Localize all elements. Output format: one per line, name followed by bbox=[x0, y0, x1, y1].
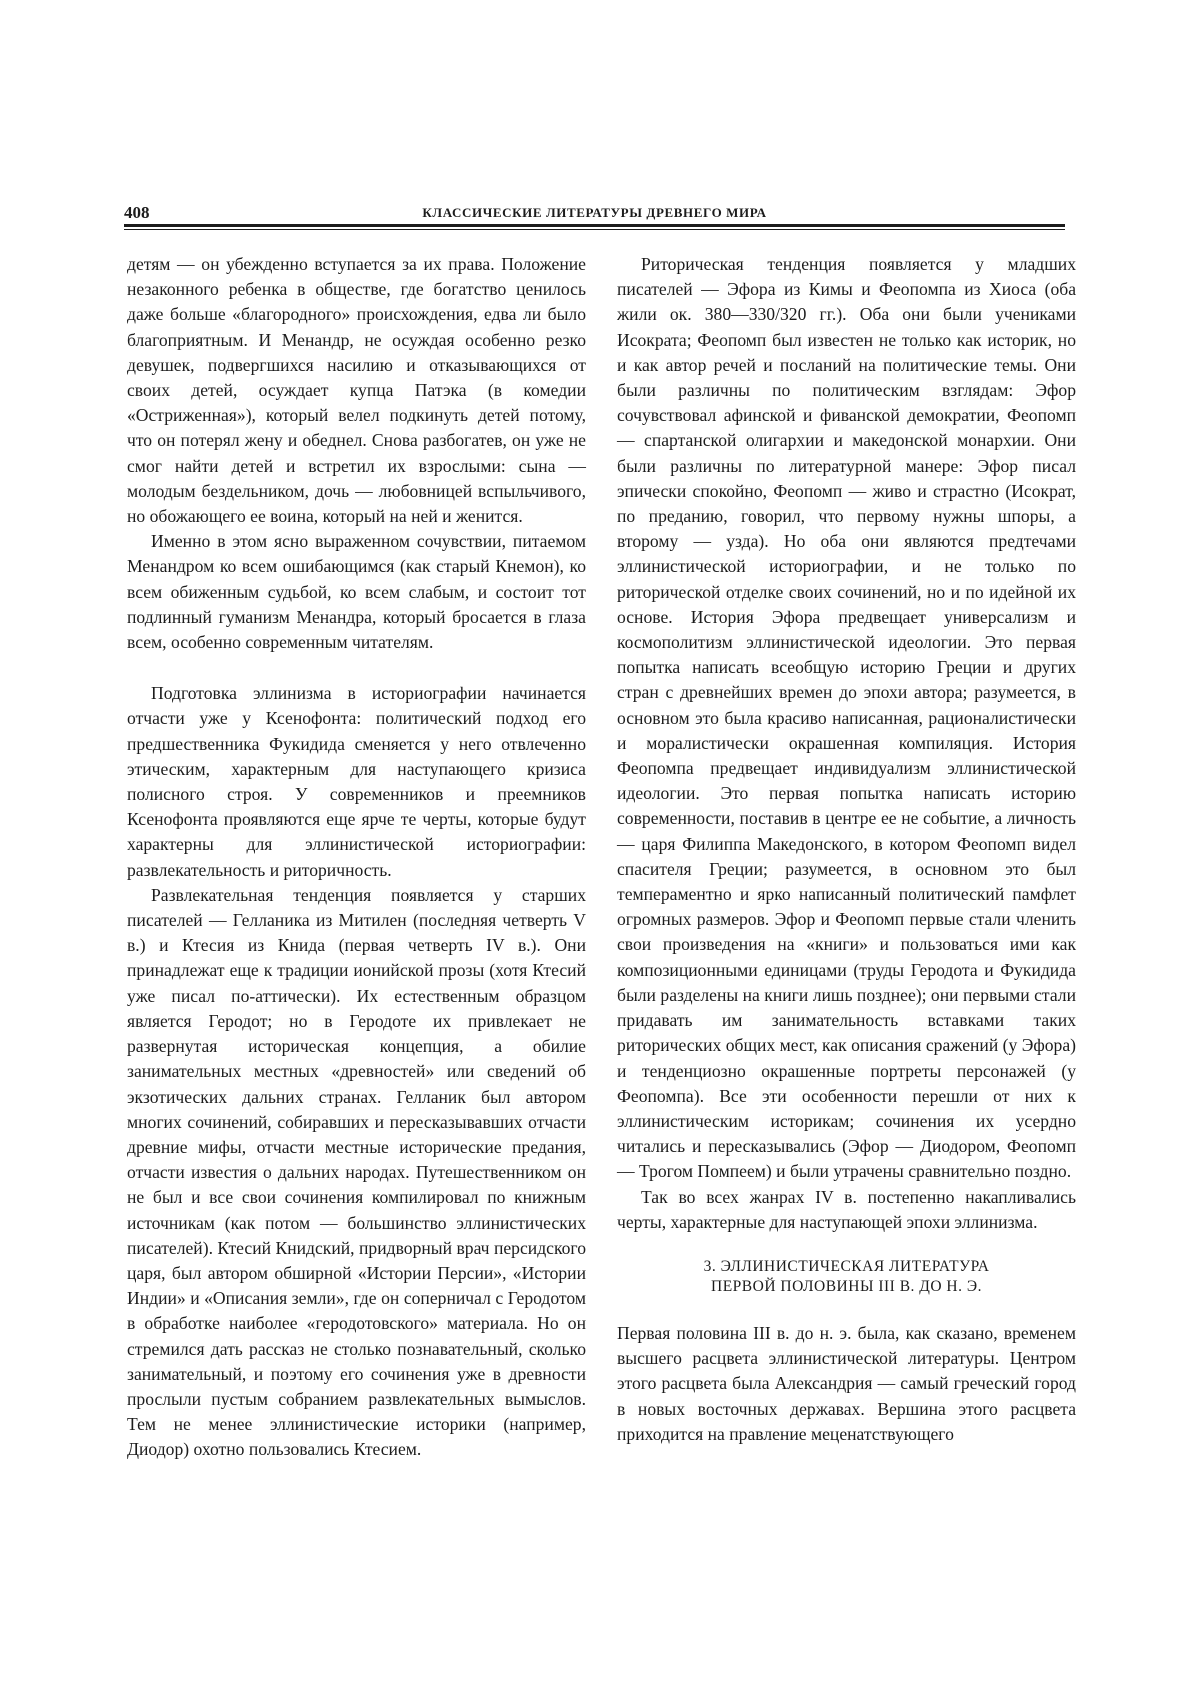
header-rule bbox=[124, 224, 1065, 227]
paragraph: детям — он убежденно вступается за их права. Положение незаконного ребенка в обществе, где богатство ценилось даже больше «благородного» происхождения, едва ли было благоприятным. И Менандр, не осуждая особенно резко девушек, подвергшихся насилию и отказывающихся от своих детей, осуждает купца Патэка (в комедии «Остриженная»), который велел подкинуть детей потому, что он потерял жену и обеднел. Снова разбогатев, он уже не смог найти детей и встретил их взрослыми: сына — молодым бездельником, дочь — любовницей вспыльчивого, но обожающего ее воина, который на ней и женится. bbox=[127, 254, 586, 527]
paragraph: Подготовка эллинизма в историографии начинается отчасти уже у Ксенофонта: политический подход его предшественника Фукидида сменяется у него отвлеченно этическим, характерным для наступающего кризиса полисного строя. У современников и преемников Ксенофонта проявляются еще ярче те черты, которые будут характерны для эллинистической историографии: развлекательность и риторичность. bbox=[127, 683, 586, 880]
left-column bbox=[127, 252, 586, 1463]
section-gap bbox=[127, 655, 586, 681]
section-heading-line: ПЕРВОЙ ПОЛОВИНЫ III В. ДО Н. Э. bbox=[711, 1277, 982, 1295]
paragraph: Риторическая тенденция появляется у младших писателей — Эфора из Кимы и Феопомпа из Хиоса (оба жили ок. 380—330/320 гг.). Оба они были учениками Исократа; Феопомп был известен не только как историк, но и как автор речей и посланий на политические темы. Они были различны по политическим взглядам: Эфор сочувствовал афинской и фиванской демократии, Феопомп — спартанской олигархии и македонской монархии. Они были различны по литературной манере: Эфор писал эпически спокойно, Феопомп — живо и страстно (Исократ, по преданию, говорил, что первому нужны шпоры, а второму — узда). Но оба они являются предтечами эллинистической историографии, и не только по риторической отделке своих сочинений, но и по идейной их основе. История Эфора предвещает универсализм и космополитизм эллинистической идеологии. Это первая попытка написать всеобщую историю Греции и других стран с древнейших времен до эпохи автора; разумеется, в основном это была красиво написанная, рационалистически и моралистически окрашенная компиляция. История Феопомпа предвещает индивидуализм эллинистической идеологии. Это первая попытка написать историю современности, поставив в центре ее не событие, а личность — царя Филиппа Македонского, в котором Феопомп видел спасителя Греции; разумеется, в основном это был темпераментно и ярко написанный политический памфлет огромных размеров. Эфор и Феопомп первые стали членить свои произведения на «книги» и пользоваться ими как композиционными единицами (труды Геродота и Фукидида были разделены на книги лишь позднее); они первыми стали придавать им занимательность вставками таких риторических общих мест, как описания сражений (у Эфора) и тенденциозно окрашенные портреты персонажей (у Феопомпа). Все эти особенности перешли от них к эллинистическим историкам; сочинения их усердно читались и пересказывались (Эфор — Диодором, Феопомп — Трогом Помпеем) и были утрачены сравнительно поздно. bbox=[617, 254, 1076, 1182]
paragraph: Именно в этом ясно выраженном сочувствии, питаемом Менандром ко всем ошибающимся (как старый Кнемон), ко всем обиженным судьбой, ко всем слабым, и состоит тот подлинный гуманизм Менандра, который бросается в глаза всем, особенно современным читателям. bbox=[127, 531, 586, 653]
header-rule-thin bbox=[124, 229, 1065, 230]
page-header bbox=[124, 203, 1065, 225]
running-title: КЛАССИЧЕСКИЕ ЛИТЕРАТУРЫ ДРЕВНЕГО МИРА bbox=[422, 205, 767, 220]
section-heading bbox=[617, 1257, 1076, 1297]
page-number: 408 bbox=[124, 203, 150, 222]
paragraph: Развлекательная тенденция появляется у старших писателей — Гелланика из Митилен (последняя четверть V в.) и Ктесия из Книда (первая четверть IV в.). Они принадлежат еще к традиции ионийской прозы (хотя Ктесий уже писал по-аттически). Их естественным образцом является Геродот; но в Геродоте их привлекает не развернутая историческая концепция, а обилие занимательных местных «древностей» или сведений об экзотических дальних странах. Гелланик был автором многих сочинений, собиравших и пересказывавших отчасти древние мифы, отчасти местные исторические предания, отчасти известия о дальних народах. Путешественником он не был и все свои сочинения компилировал по книжным источникам (как потом — большинство эллинистических писателей). Ктесий Книдский, придворный врач персидского царя, был автором обширной «Истории Персии», «Истории Индии» и «Описания земли», где он соперничал с Геродотом в обработке наиболее «геродотовского» материала. Но он стремился дать рассказ не столько познавательный, сколько занимательный, и поэтому его сочинения уже в древности прослыли пустым собранием развлекательных вымыслов. Тем не менее эллинистические историки (например, Диодор) охотно пользовались Ктесием. bbox=[127, 884, 586, 1460]
paragraph: Так во всех жанрах IV в. постепенно накапливались черты, характерные для наступающей эпохи эллинизма. bbox=[617, 1186, 1076, 1232]
section-heading-line: 3. ЭЛЛИНИСТИЧЕСКАЯ ЛИТЕРАТУРА bbox=[703, 1257, 990, 1275]
paragraph: Первая половина III в. до н. э. была, как сказано, временем высшего расцвета эллинистической литературы. Центром этого расцвета была Александрия — самый греческий город в новых восточных державах. Вершина этого расцвета приходится на правление меценатствующего bbox=[617, 1322, 1076, 1444]
right-column bbox=[617, 252, 1076, 1447]
